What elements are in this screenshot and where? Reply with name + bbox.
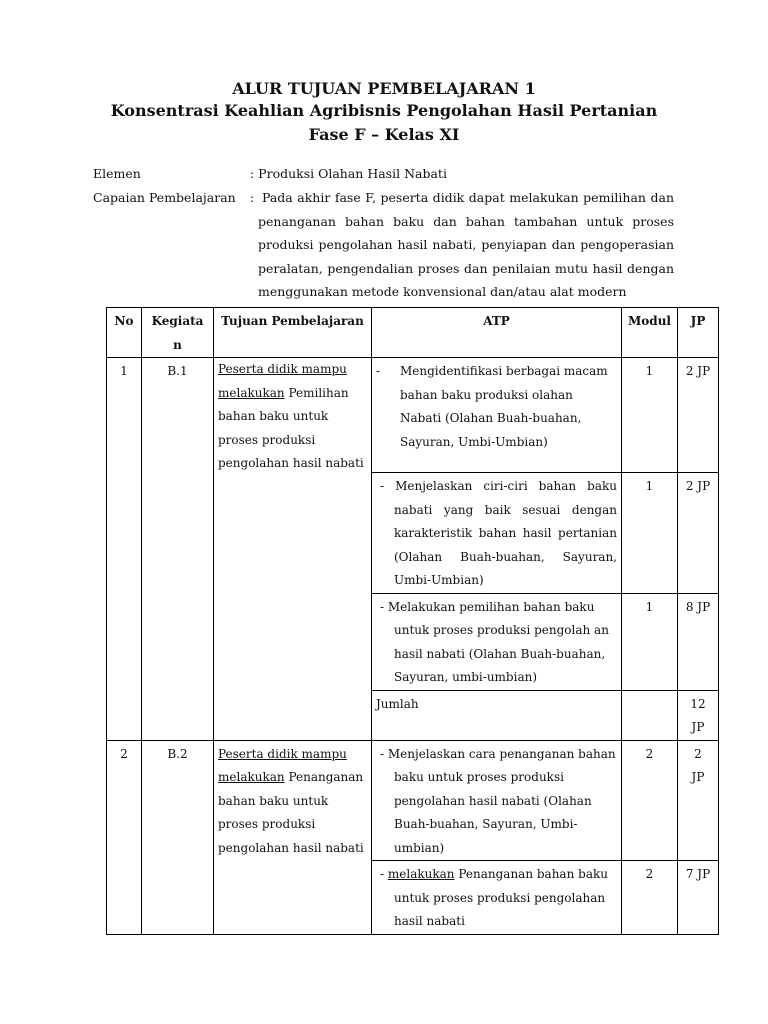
elemen-value: : Produksi Olahan Hasil Nabati: [250, 166, 447, 181]
atp-table: [106, 307, 719, 935]
row1-modul-2: 1: [622, 473, 678, 594]
row2-kegiatan: B.2: [142, 740, 214, 934]
table-row: [107, 358, 719, 473]
header-tujuan: Tujuan Pembelajaran: [214, 308, 372, 358]
row1-atp-2: - Menjelaskan ciri-ciri bahan baku nabati yang baik sesuai dengan karakteristik bahan hasil pertanian (Olahan Buah-buahan, Sayuran, Umbi-Umbian): [372, 473, 622, 594]
row1-atp-1: - Mengidentifikasi berbagai macam bahan baku produksi olahan Nabati (Olahan Buah-buahan, Sayuran, Umbi-Umbian): [372, 358, 622, 473]
row1-no: 1: [107, 358, 142, 741]
row1-jumlah-label: Jumlah: [372, 690, 622, 740]
capaian-text: Pada akhir fase F, peserta didik dapat melakukan pemilihan dan penanganan bahan baku dan bahan tambahan untuk proses produksi pengolahan hasil nabati, penyiapan dan pengoperasian peralatan, pengendalian proses dan penilaian mutu hasil dengan menggunakan metode konvensional dan/atau alat modern: [258, 190, 674, 299]
header-jp: JP: [678, 308, 719, 358]
row1-modul-1: 1: [622, 358, 678, 473]
row2-atp-1: - Menjelaskan cara penanganan bahan baku untuk proses produksi pengolahan hasil nabati (Olahan Buah-buahan, Sayuran, Umbi-umbian): [372, 740, 622, 861]
table-header-row: [107, 308, 719, 358]
row1-atp-3: - Melakukan pemilihan bahan baku untuk proses produksi pengolah an hasil nabati (Olahan Buah-buahan, Sayuran, umbi-umbian): [372, 593, 622, 690]
row1-jp-3: 8 JP: [678, 593, 719, 690]
document-subtitle: Konsentrasi Keahlian Agribisnis Pengolahan Hasil Pertanian: [110, 101, 658, 120]
header-modul: Modul: [622, 308, 678, 358]
row2-no: 2: [107, 740, 142, 934]
table-row: [107, 740, 719, 861]
row2-jp-1: 2 JP: [678, 740, 719, 861]
row1-jumlah-modul: [622, 690, 678, 740]
document-title: ALUR TUJUAN PEMBELAJARAN 1: [232, 79, 536, 98]
header-atp: ATP: [372, 308, 622, 358]
row1-jumlah-jp: 12 JP: [678, 690, 719, 740]
row2-modul-1: 2: [622, 740, 678, 861]
row1-tujuan: Peserta didik mampu melakukan Pemilihan bahan baku untuk proses produksi pengolahan hasil nabati: [214, 358, 372, 741]
elemen-label: Elemen: [93, 166, 141, 181]
row1-jp-1: 2 JP: [678, 358, 719, 473]
header-no: No: [107, 308, 142, 358]
row1-modul-3: 1: [622, 593, 678, 690]
row2-jp-2: 7 JP: [678, 861, 719, 935]
header-kegiatan: Kegiata n: [142, 308, 214, 358]
row1-jp-2: 2 JP: [678, 473, 719, 594]
row2-modul-2: 2: [622, 861, 678, 935]
row2-atp-2: - melakukan Penanganan bahan baku untuk proses produksi pengolahan hasil nabati: [372, 861, 622, 935]
capaian-label: Capaian Pembelajaran: [93, 190, 236, 205]
row1-kegiatan: B.1: [142, 358, 214, 741]
row2-tujuan: Peserta didik mampu melakukan Penanganan bahan baku untuk proses produksi pengolahan hasil nabati: [214, 740, 372, 934]
capaian-colon: :: [250, 190, 255, 205]
document-phase: Fase F – Kelas XI: [308, 125, 460, 144]
